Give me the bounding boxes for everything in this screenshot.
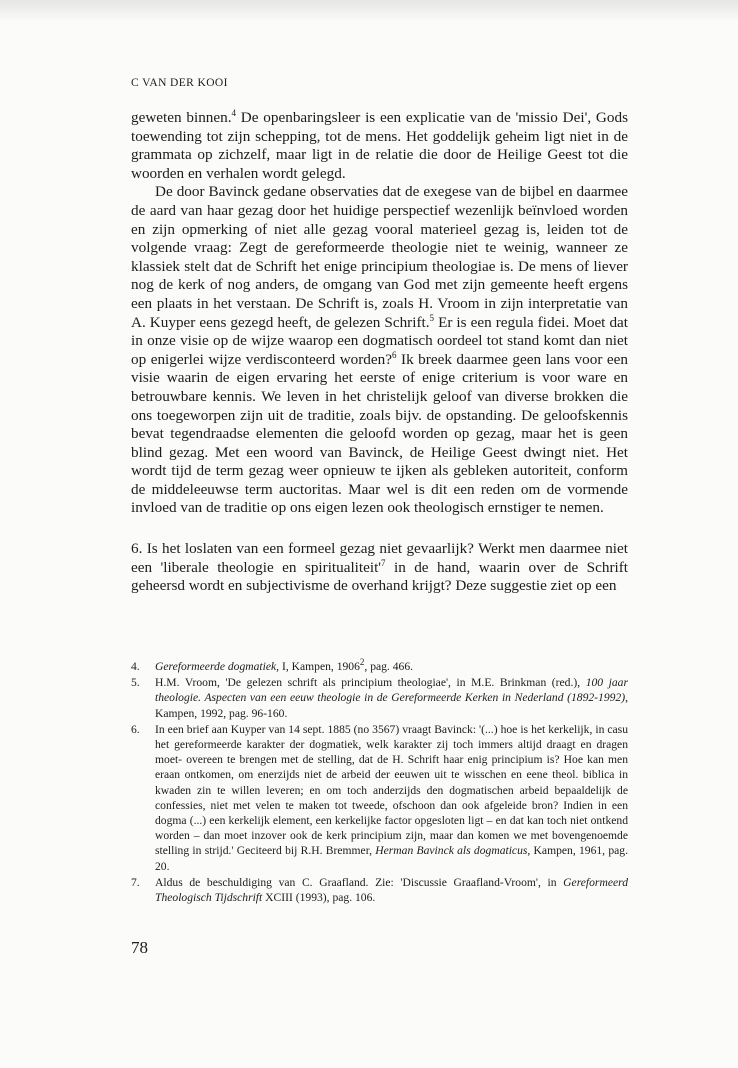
footnote-text	[155, 659, 628, 674]
footnote-5	[131, 675, 628, 721]
body-text	[131, 109, 628, 596]
paragraph-1-text-b: De openbaringsleer is een explicatie van de 'missio Dei', Gods toewending tot zijn schepping, tot de mens. Het goddelijk geheim ligt niet in de grammata op zichzelf, maar ligt in de relatie die door de Heilige Geest tot die woorden en verhalen wordt gelegd.	[131, 109, 628, 182]
footnote-text	[155, 722, 628, 874]
page-number: 78	[131, 938, 148, 957]
paragraph-1	[131, 109, 628, 183]
footnote-ref-7[interactable]: 7	[381, 557, 386, 568]
footnote-text	[155, 675, 628, 721]
paragraph-2-text-a: De door Bavinck gedane observaties dat de exegese van de bijbel en daarmee de aard van haar gezag door het huidige perspectief wezenlijk beïnvloed worden en zijn opmerking of niet alle gezag vooral materieel gezag is, leiden tot de volgende vraag: Zegt de gereformeerde theologie niet te weinig, wanneer ze klassiek stelt dat de Schrift het enige principium theologiae is. De mens of liever nog de kerk of nog anders, de omgang van God met zijn gemeente heeft ergens een plaats in het verstaan. De Schrift is, zoals H. Vroom in zijn interpretatie van A. Kuyper eens gezegd heeft, de gelezen Schrift.	[131, 183, 628, 331]
running-head: C VAN DER KOOI	[131, 77, 228, 89]
footnote-number: 5.	[131, 676, 140, 690]
footnote-text-a: H.M. Vroom, 'De gelezen schrift als principium theologiae', in M.E. Brinkman (red.),	[155, 676, 586, 690]
paragraph-1-text-a: geweten binnen.	[131, 109, 232, 126]
footnote-text	[155, 875, 628, 905]
edition-superscript: 2	[359, 657, 365, 668]
footnote-text-b: , Kampen, 1961, pag. 20.	[155, 844, 628, 873]
footnote-ref-6[interactable]: 6	[391, 349, 397, 360]
footnote-4	[131, 659, 628, 674]
paragraph-2-text-b: Er is een regula fidei. Moet dat in onze visie op de wijze waarop een dogmatisch oordeel tot stand komt dan niet op enigerlei wijze verdisconteerd worden?	[131, 313, 628, 368]
footnote-number: 6.	[131, 722, 140, 736]
paragraph-3-text-b: in de hand, waarin over de Schrift geheersd wordt en subjectivisme de overhand krijgt? Deze suggestie ziet op een	[131, 558, 628, 595]
paragraph-3-text-a: 6. Is het loslaten van een formeel gezag niet gevaarlijk? Werkt men daarmee niet een 'liberale theologie en spiritualiteit'	[131, 540, 628, 576]
footnote-6	[131, 722, 628, 874]
footnote-ref-4[interactable]: 4	[231, 107, 237, 118]
footnote-text-b: XCIII (1993), pag. 106.	[262, 891, 376, 905]
footnote-text-a: , I, Kampen, 1906	[276, 660, 360, 673]
paragraph-2	[131, 183, 628, 518]
footnote-title: 100 jaar theologie. Aspecten van een eeuw theologie in de Gereformeerde Kerken in Nederland (1892-1992)	[155, 676, 628, 705]
footnote-number: 4.	[131, 660, 140, 673]
footnote-number: 7.	[131, 875, 140, 889]
footnote-title: Gereformeerde dogmatiek	[155, 660, 277, 673]
footnotes	[131, 659, 628, 906]
footnote-title: Herman Bavinck als dogmaticus	[375, 844, 528, 858]
footnote-text-b: , Kampen, 1992, pag. 96-160.	[155, 691, 628, 720]
footnote-text-a: In een brief aan Kuyper van 14 sept. 1885 (no 3567) vraagt Bavinck: '(...) hoe is het kerkelijk, in casu het gereformeerde karakter der dogmatiek, welk karakter zij toch immers altijd draagt en dragen moet- overeen te brengen met de stelling, dat de H. Schrift haar enig principium is? Hoe kan men eraan ontkomen, om enerzijds niet de arbeid der eeuwen uit te wisschen en eene theol. biblica in kwaden zin te willen leveren; en om toch anderzijds den dogmatischen arbeid bepaaldelijk de confessies, niet met velen te maken tot tweede, ofschoon dan ook afgeleide bron? Indien in een dogma (...) een kerkelijk element, een kerkelijke factor opgesloten ligt – en dat kan toch niet ontkend worden – dan moet inzover ook de kerk principium zijn, maar dan komen we met bovengenoemde stelling in strijd.' Geciteerd bij R.H. Bremmer,	[155, 722, 628, 858]
footnote-text-b: , pag. 466.	[364, 660, 414, 673]
section-6-paragraph	[131, 540, 628, 596]
scan-shadow	[0, 0, 738, 22]
footnote-7	[131, 875, 628, 905]
paragraph-2-text-c: Ik breek daarmee geen lans voor een visie waarin de eigen ervaring het eerste of enige criterium is voor ware en betrouwbare kennis. We leven in het christelijk geloof van diverse brokken die ons toegeworpen zijn uit de traditie, zoals bijv. de opstanding. De geloofskennis bevat tegendraadse elementen die geloofd worden op gezag, maar het is geen blind gezag. Met een woord van Bavinck, de Heilige Geest dwingt niet. Het wordt tijd de term gezag weer opnieuw te ijken als gebleken autoriteit, conform de middeleeuwse term auctoritas. Maar wel is dit een reden om de vormende invloed van de traditie op ons eigen lezen ook theologisch ernstiger te nemen.	[131, 350, 628, 517]
footnote-text-a: Aldus de beschuldiging van C. Graafland. Zie: 'Discussie Graafland-Vroom', in	[155, 875, 564, 889]
footnote-ref-5[interactable]: 5	[429, 312, 435, 323]
footnote-title: Gereformeerd Theologisch Tijdschrift	[155, 875, 628, 905]
